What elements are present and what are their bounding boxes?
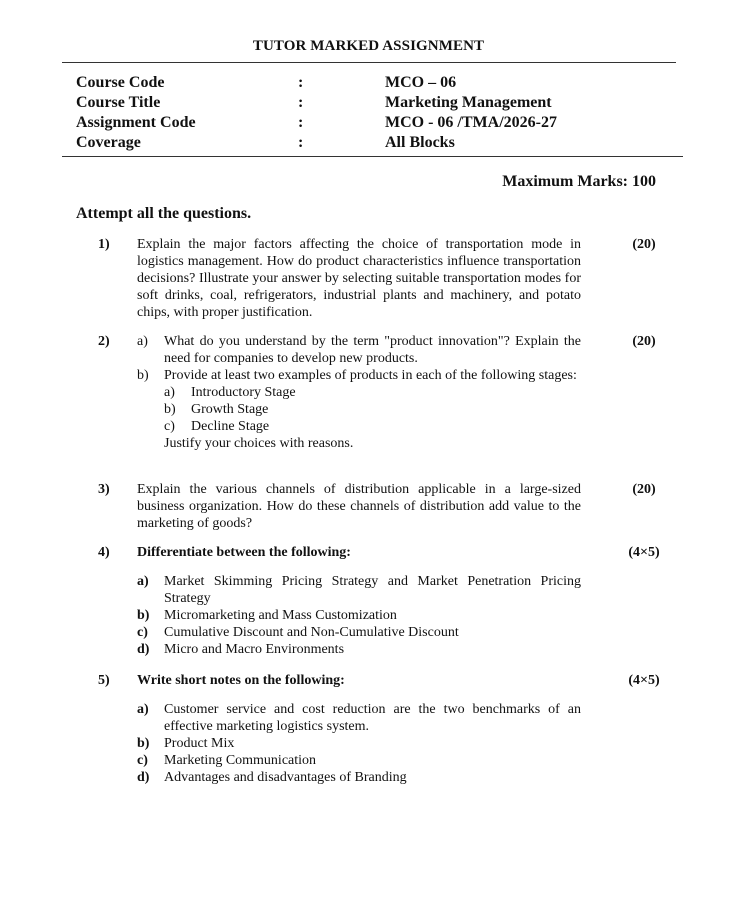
- question-text: Explain the major factors affecting the choice of transportation mode in logistics management. How do product characteristics influence transportation decisions? Illustrate your answer by selecting suitable transportation modes for soft drinks, coal, refrigerators, industrial plants and machinery, and potato chips, with proper justification.: [137, 237, 581, 320]
- sub-question-a: [137, 333, 581, 367]
- course-code-value: MCO – 06: [385, 74, 457, 91]
- stage-item: [164, 384, 581, 401]
- question-number: 2): [98, 334, 110, 349]
- question-marks: (20): [632, 482, 656, 497]
- item-label: d): [137, 770, 150, 785]
- list-item: [137, 735, 581, 752]
- course-title-value: Marketing Management: [385, 94, 552, 111]
- stage-item: [164, 401, 581, 418]
- item-text: Cumulative Discount and Non-Cumulative Discount: [164, 625, 459, 640]
- question-marks: (20): [632, 237, 656, 252]
- item-text: Customer service and cost reduction are the two benchmarks of an effective marketing logistics system.: [164, 702, 581, 734]
- sub-question-b: [137, 367, 581, 452]
- question-marks: (4×5): [628, 545, 660, 560]
- question-5-items: [76, 701, 676, 791]
- coverage-value: All Blocks: [385, 134, 455, 151]
- question-text: Explain the various channels of distribution applicable in a large-sized business organization. How do these channels of distribution add value to the marketing of goods?: [137, 482, 581, 531]
- header-top-rule: [62, 62, 676, 63]
- item-label: a): [137, 702, 149, 717]
- item-text: Micromarketing and Mass Customization: [164, 608, 397, 623]
- list-item: [137, 701, 581, 735]
- stage-item: [164, 418, 581, 435]
- coverage-label: Coverage: [76, 134, 141, 151]
- list-item: [137, 624, 581, 641]
- item-label: c): [137, 753, 148, 768]
- item-label: b): [137, 736, 150, 751]
- maximum-marks: Maximum Marks: 100: [502, 173, 656, 190]
- course-title-label: Course Title: [76, 94, 161, 111]
- question-4: [76, 544, 676, 564]
- course-code-row: [76, 73, 676, 93]
- course-title-row: [76, 93, 676, 113]
- question-number: 5): [98, 673, 110, 688]
- item-text: Product Mix: [164, 736, 235, 751]
- stage-text: Growth Stage: [191, 402, 269, 417]
- sub-question-text: What do you understand by the term "product innovation"? Explain the need for companies to develop new products.: [164, 334, 581, 366]
- stage-label: c): [164, 419, 175, 434]
- item-text: Advantages and disadvantages of Branding: [164, 770, 407, 785]
- assignment-code-colon: :: [298, 114, 304, 131]
- item-label: a): [137, 574, 149, 589]
- list-item: [137, 641, 581, 658]
- question-marks: (20): [632, 334, 656, 349]
- sub-question-label: a): [137, 334, 148, 349]
- item-text: Market Skimming Pricing Strategy and Market Penetration Pricing Strategy: [164, 574, 581, 606]
- stage-text: Decline Stage: [191, 419, 270, 434]
- question-marks: (4×5): [628, 673, 660, 688]
- sub-question-text: Provide at least two examples of products in each of the following stages:: [164, 368, 577, 383]
- coverage-row: [76, 133, 676, 153]
- question-number: 1): [98, 237, 110, 252]
- item-label: c): [137, 625, 148, 640]
- question-5: [76, 672, 676, 692]
- stage-text: Introductory Stage: [191, 385, 296, 400]
- question-2: [76, 333, 676, 473]
- item-text: Marketing Communication: [164, 753, 317, 768]
- question-number: 3): [98, 482, 110, 497]
- list-item: [137, 573, 581, 607]
- question-4-items: [76, 573, 676, 663]
- item-label: b): [137, 608, 150, 623]
- assignment-code-row: [76, 113, 676, 133]
- sub-question-label: b): [137, 368, 149, 383]
- course-code-label: Course Code: [76, 74, 165, 91]
- justify-text: Justify your choices with reasons.: [164, 436, 354, 451]
- question-body: [137, 333, 581, 452]
- assignment-code-label: Assignment Code: [76, 114, 196, 131]
- course-title-colon: :: [298, 94, 304, 111]
- stage-label: a): [164, 385, 175, 400]
- question-lead: Write short notes on the following:: [137, 673, 345, 688]
- item-label: d): [137, 642, 150, 657]
- course-info-block: [76, 73, 676, 153]
- question-number: 4): [98, 545, 110, 560]
- item-text: Micro and Macro Environments: [164, 642, 345, 657]
- document-title: TUTOR MARKED ASSIGNMENT: [252, 38, 485, 54]
- course-code-colon: :: [298, 74, 304, 91]
- header-bottom-rule: [62, 156, 683, 157]
- instruction-text: Attempt all the questions.: [76, 205, 252, 222]
- item-list: [137, 701, 581, 786]
- list-item: [137, 752, 581, 769]
- list-item: [137, 769, 581, 786]
- coverage-colon: :: [298, 134, 304, 151]
- question-lead: Differentiate between the following:: [137, 545, 351, 560]
- stage-label: b): [164, 402, 176, 417]
- assignment-code-value: MCO - 06 /TMA/2026-27: [385, 114, 557, 131]
- question-3: [76, 481, 676, 535]
- list-item: [137, 607, 581, 624]
- question-1: [76, 236, 676, 324]
- item-list: [137, 573, 581, 658]
